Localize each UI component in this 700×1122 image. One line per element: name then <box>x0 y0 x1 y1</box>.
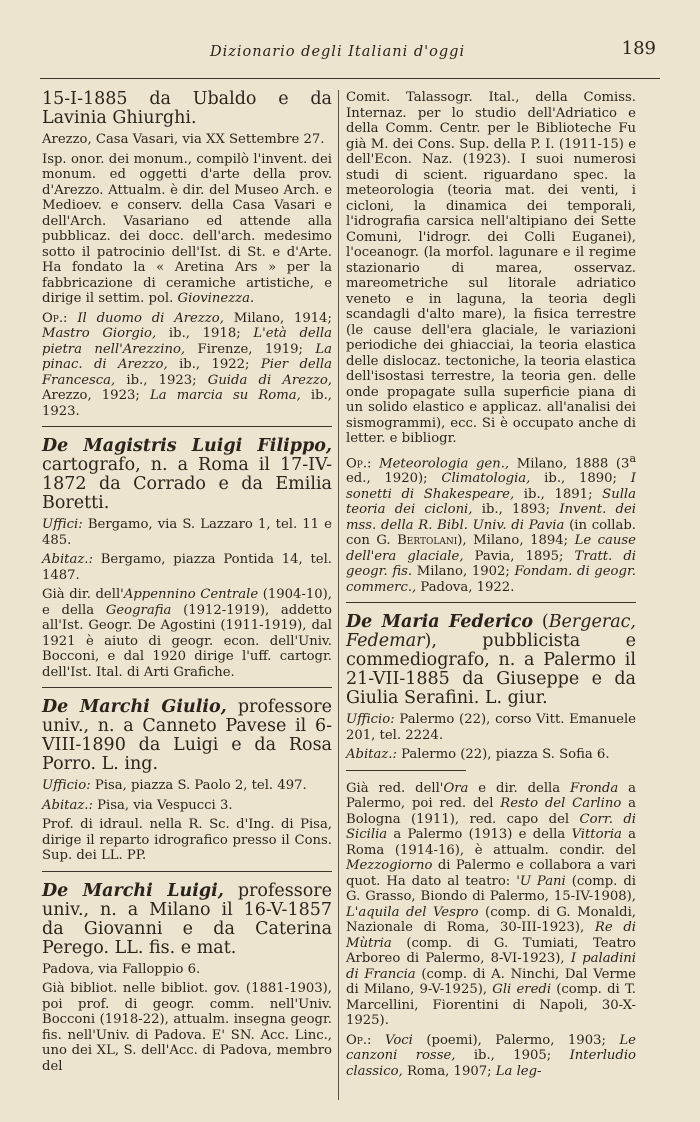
biography-text: di Palermo e collabora a vari quot. Ha dato al teatro: <box>346 858 636 889</box>
entry-heading-text: pubblicista e commediografo, n. a Palermo il 21-VII-1885 da Giuseppe e da Giulia Serafini. L. giur. <box>346 631 636 709</box>
left-column <box>42 90 332 1078</box>
work-details: ib., 1905; <box>455 1048 570 1064</box>
work-title: Tratt. di geogr. fis. <box>346 548 637 580</box>
entry-biography: Prof. di idraul. nella R. Sc. d'Ing. di Pisa, dirige il reparto idrografico presso il Cons. Sup. dei LL. PP. <box>42 817 332 863</box>
work-title: Meteorologia gen., <box>379 455 510 471</box>
work-title: Pier della Francesca, <box>42 357 333 388</box>
edition-superscript: a <box>629 451 636 465</box>
entry-works <box>346 1033 636 1080</box>
entry-heading-text: ), <box>424 631 437 652</box>
office-address: Bergamo, via S. Lazzaro 1, tel. 11 e 485. <box>42 517 332 548</box>
work-details: (in collab. con G. <box>346 517 637 549</box>
office-address: Palermo (22), corso Vitt. Emanuele 201, tel. 2224. <box>346 712 636 743</box>
entry-name: De Marchi Luigi, <box>42 880 224 901</box>
work-details: ib., 1891; <box>514 486 603 502</box>
work-details: Padova, 1922. <box>416 579 515 595</box>
entry-office <box>42 778 332 794</box>
work-details: Milano, 1914; <box>223 310 332 326</box>
work-title: I sonetti di Shakespeare, <box>346 471 636 502</box>
entry-heading-text: ( <box>533 612 549 633</box>
journal-title: Giovinezza. <box>177 291 255 306</box>
work-details: Firenze, 1919; <box>185 341 316 357</box>
work-title: Voci <box>385 1032 413 1048</box>
work-details: ib., 1918; <box>156 326 254 341</box>
page-number: 189 <box>621 38 656 59</box>
journal-title: Appennino Centrale <box>123 587 259 602</box>
work-title: Mastro Giorgio, <box>42 326 157 341</box>
work-details: ib., 1893; <box>472 502 560 518</box>
work-title: La pinac. di Arezzo, <box>42 341 332 372</box>
play-title: L'aquila del Vespro <box>346 904 479 920</box>
entry-home <box>42 552 332 583</box>
entry-home <box>346 747 636 763</box>
entry-office <box>42 517 332 548</box>
entry-home <box>42 798 332 814</box>
entry-separator <box>42 871 332 872</box>
biography-text: (comp. di A. Ninchi, Dal Verme di Milano, 9-V-1925), <box>346 966 636 998</box>
work-details: ib., 1923. <box>42 388 332 419</box>
office-address: Pisa, piazza S. Paolo 2, tel. 497. <box>90 778 307 793</box>
work-title: Guida di Arezzo, <box>207 372 332 388</box>
biography-text: e dir. della <box>468 780 571 796</box>
entry-name: De Marchi Giulio, <box>42 697 227 717</box>
entry-heading <box>42 698 332 774</box>
right-column <box>346 90 636 1083</box>
biography-text: Già dir. dell' <box>42 587 124 602</box>
works-label: Op.: <box>346 455 372 471</box>
work-title: Le cause dell'era glaciale, <box>346 533 636 564</box>
collaborator-name: Bertolani <box>397 533 458 549</box>
biography-text: (comp. di G. Grasso, Biondo di Palermo, 15-IV-1908), <box>346 873 637 905</box>
play-title: 'U Pani <box>516 873 566 889</box>
journal-title: Vittoria <box>571 827 622 843</box>
entry-separator <box>346 602 636 603</box>
entry-biography <box>42 152 332 307</box>
entry-biography: Comit. Talassogr. Ital., della Comiss. Internaz. per lo studio dell'Adriatico e della Comm. Centr. per le Biblioteche Fu già M. dei Cons. Sup. della P. I. (1911-15) e dell'Econ. Naz. (1923). I suoi numerosi studi di scient. riguardano spec. la meteorologia (teoria mat. dei venti, i cicloni, la dinamica dei temporali, l'idrografia carsica nell'altipiano dei Sette Comuni, l'idrogr. dei Colli Euganei), l'oceanogr. (la morfol. lagunare e il regime stazionario di marea, osservaz. mareometriche sul litorale adriatico veneto e in laguna, la teoria degli scandagli d'alto mare), la fisica terrestre (le cause dell'era glaciale, le variazioni periodiche dei ghiacciai, la teoria elastica delle dislocaz. tectoniche, la teoria elastica dell'isostasi terrestre, la teoria gen. delle onde propagate sulla superficie piana di un solido elastico e applicaz. all'analisi dei sismogrammi), ecc. Si è occupato anche di letter. e bibliogr. <box>346 90 636 446</box>
entry-continued <box>346 90 636 595</box>
work-details: Arezzo, 1923; <box>42 388 150 403</box>
home-label: Abitaz.: <box>42 552 93 567</box>
entry-works <box>346 451 636 596</box>
biography-text: a Roma (1914-16), è attualm. condir. del <box>346 827 636 858</box>
entry-separator <box>42 426 332 427</box>
work-title: L'età della pietra nell'Arezzino, <box>42 326 332 357</box>
biography-text: a Palermo, poi red. del <box>346 780 636 812</box>
work-details: ib., 1890; <box>530 471 631 487</box>
entry-name: De Magistris Luigi Filippo, <box>42 436 332 456</box>
entry-biography <box>346 781 636 1029</box>
entry-residence: Padova, via Falloppio 6. <box>42 961 201 977</box>
journal-title: Corr. di Sicilia <box>346 811 636 843</box>
biography-text: (1904-10), e della <box>42 587 332 618</box>
work-details: ed., 1920); <box>346 471 442 487</box>
journal-title: Resto del Carlino <box>500 796 622 812</box>
office-label: Ufficio: <box>42 778 91 793</box>
entry-de-magistris <box>42 437 332 680</box>
work-title: Fondam. di geogr. commerc., <box>346 564 636 595</box>
entry-biography <box>42 587 332 680</box>
home-address: Bergamo, piazza Pontida 14, tel. 1487. <box>42 552 332 583</box>
entry-name: De Maria Federico <box>346 612 534 633</box>
home-label: Abitaz.: <box>346 747 397 763</box>
office-label: Uffici: <box>42 517 83 532</box>
entry-heading <box>42 437 332 513</box>
entry-de-maria <box>346 613 636 1079</box>
biography-text: (comp. di T. Marcellini, Fiorentini di Napoli, 30-X-1925). <box>346 982 636 1029</box>
entry-biography: Già bibliot. nelle bibliot. gov. (1881-1903), poi prof. di geogr. comm. nell'Univ. Bocconi (1918-22), attualm. insegna geogr. fis. nell'Univ. di Padova. E' SN. Acc. Linc., uno dei XL, S. dell'Acc. di Padova, membro del <box>42 981 332 1074</box>
entry-office <box>346 712 636 743</box>
short-rule <box>346 770 466 771</box>
work-title: La leg- <box>495 1063 542 1079</box>
biography-text: Già red. dell' <box>346 780 444 796</box>
work-title: Climatologia, <box>441 471 531 487</box>
entry-heading <box>42 882 332 958</box>
journal-title: Ora <box>443 780 469 796</box>
work-title: Interludio classico, <box>346 1048 636 1079</box>
biography-text: (comp. di G. Tumiati, Teatro Arboreo di Palermo, 8-VI-1923), <box>346 935 636 967</box>
entry-heading-text: professore univ., n. a Milano il 16-V-1857 da Giovanni e da Caterina Perego. LL. fis. e mat. <box>42 880 332 958</box>
work-title: La marcia su Roma, <box>149 388 301 403</box>
work-title: Invent. dei mss. della R. Bibl. Univ. di Pavia <box>346 502 636 533</box>
play-title: Re di Mùtria <box>346 920 636 951</box>
office-label: Ufficio: <box>346 712 395 728</box>
work-details: ib., 1922; <box>167 357 261 372</box>
works-label: Op.: <box>42 310 68 326</box>
work-details: Milano, 1888 (3 <box>509 455 630 471</box>
entry-de-marchi-giulio <box>42 698 332 864</box>
work-details: Milano, 1902; <box>412 564 515 580</box>
biography-text: (comp. di G. Monaldi, Nazionale di Roma, 30-III-1923), <box>346 904 636 936</box>
biography-text: a Palermo (1913) e della <box>387 827 572 843</box>
page-header <box>40 38 660 79</box>
work-details: ), Milano, 1894; <box>457 533 575 549</box>
work-details: Pavia, 1895; <box>463 548 575 564</box>
work-title: Le canzoni rosse, <box>346 1032 636 1064</box>
entry-separator <box>42 687 332 688</box>
running-title: Dizionario degli Italiani d'oggi <box>210 44 466 60</box>
biography-text: (1912-1919), addetto all'Ist. Geogr. De Agostini (1911-1919), dal 1921 è aiuto di geogr. econ. dell'Univ. Bocconi, e dal 1920 dirige l'uff. cartogr. dell'Ist. Ital. di Arti Grafiche. <box>42 602 332 680</box>
biography-text: Isp. onor. dei monum., compilò l'invent. dei monum. ed oggetti d'arte della prov. d'Arezzo. Attualm. è dir. del Museo Arch. e Medioev. e conserv. della Casa Vasari e dell'Arch. Vasariano ed attende alla pubblicaz. dei docc. dell'arch. medesimo sotto il patrocinio dell'Ist. di St. e d'Arte. Ha fondato la « Aretina Ars » per la fabbricazione di ceramiche artistiche, e dirige il settim. pol. <box>42 151 332 306</box>
entry-heading-text: cartografo, n. a Roma il 17-IV-1872 da Corrado e da Emilia Boretti. <box>42 455 332 513</box>
entry-works <box>42 311 332 420</box>
work-details: Roma, 1907; <box>402 1063 496 1079</box>
play-title: I paladini di Francia <box>346 951 636 982</box>
home-label: Abitaz.: <box>42 797 93 813</box>
work-title: Sulla teoria dei cicloni, <box>346 486 636 518</box>
home-address: Palermo (22), piazza S. Sofia 6. <box>396 747 610 763</box>
entry-heading-text: professore univ., n. a Canneto Pavese il 6-VIII-1890 da Luigi e da Rosa Porro. L. ing. <box>42 697 332 774</box>
entry-continued <box>42 90 332 419</box>
entry-heading-tail: 15-I-1885 da Ubaldo e da Lavinia Ghiurghi. <box>42 89 332 128</box>
entry-pseudonyms: Bergerac, Fedemar <box>346 612 636 652</box>
journal-title: Mezzogiorno <box>346 858 433 874</box>
work-title: Il duomo di Arezzo, <box>77 310 224 326</box>
biography-text: a Bologna (1911), red. capo del <box>346 796 636 827</box>
journal-title: Geografia <box>105 602 172 618</box>
entry-heading <box>346 613 636 708</box>
home-address: Pisa, via Vespucci 3. <box>92 797 233 813</box>
entry-de-marchi-luigi <box>42 882 332 1075</box>
entry-residence: Arezzo, Casa Vasari, via XX Settembre 27. <box>42 132 325 147</box>
work-details: ib., 1923; <box>115 372 208 388</box>
column-divider <box>338 90 339 1100</box>
play-title: Gli eredi <box>492 982 552 998</box>
works-label: Op.: <box>346 1032 372 1048</box>
work-details: (poemi), Palermo, 1903; <box>412 1032 620 1048</box>
journal-title: Fronda <box>570 780 619 796</box>
